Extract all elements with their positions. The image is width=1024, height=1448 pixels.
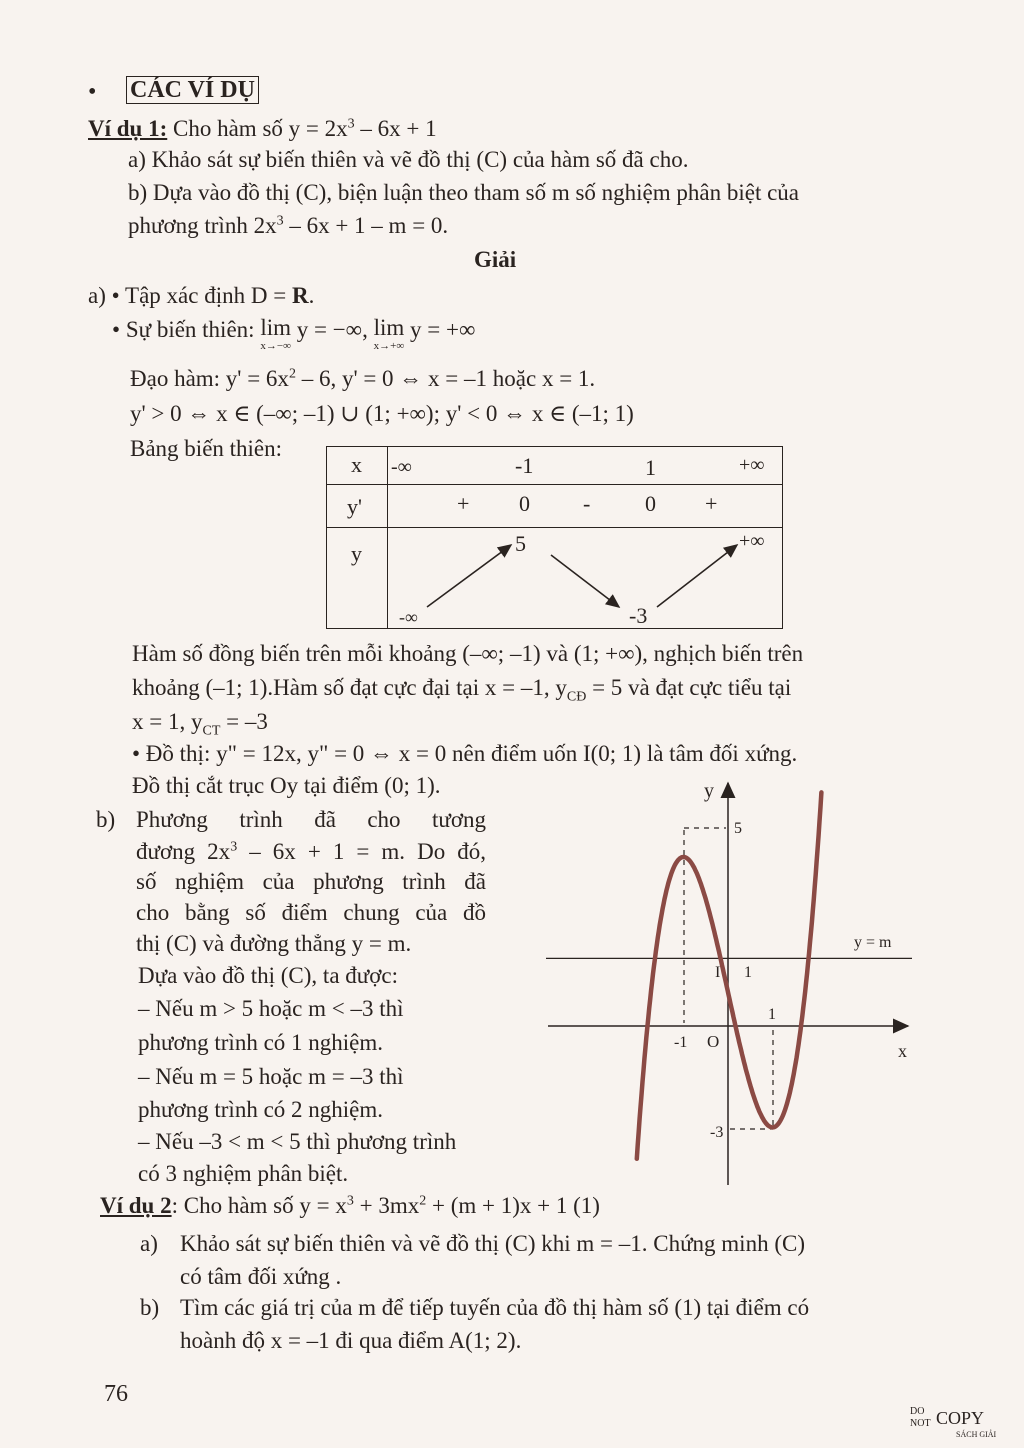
vt-y-neginf: -∞ bbox=[399, 607, 418, 627]
label-1-y: 1 bbox=[744, 964, 752, 981]
mono3-tail: = –3 bbox=[220, 709, 268, 734]
vt-y-posinf: +∞ bbox=[739, 530, 765, 552]
label-neg3: -3 bbox=[710, 1124, 724, 1141]
ex2-intro-e2: 2 bbox=[419, 1193, 427, 1209]
page-number: 76 bbox=[104, 1381, 128, 1407]
sol-deriv-exp: 2 bbox=[288, 366, 296, 382]
mono-line2 bbox=[132, 674, 792, 705]
graph-desc-line: • Đồ thị: y" = 12x, y" = 0 ⇔ x = 0 nên điểm uốn I(0; 1) là tâm đối xứng. bbox=[132, 741, 798, 766]
vt-row-yp: y' bbox=[347, 494, 362, 519]
lim-1-sub: x→−∞ bbox=[260, 340, 291, 352]
label-5: 5 bbox=[734, 820, 742, 837]
ex1-intro-tail: – 6x + 1 bbox=[354, 116, 437, 141]
lim-2-word: lim bbox=[373, 315, 405, 340]
sol-b-line10: phương trình có 2 nghiệm. bbox=[138, 1097, 384, 1122]
ex2-b-line2: hoành độ x = –1 đi qua điểm A(1; 2). bbox=[180, 1328, 522, 1353]
vt-arrow-down bbox=[551, 555, 619, 607]
label-I: I bbox=[715, 964, 721, 981]
sol-b-line3: số nghiệm của phương trình đã bbox=[136, 869, 486, 894]
sol-b2-pre: đương 2x bbox=[136, 839, 231, 864]
sol-b2-exp: 3 bbox=[230, 839, 238, 855]
wm-not: NOT bbox=[910, 1418, 931, 1429]
ex1-part-a: a) Khảo sát sự biến thiên và vẽ đồ thị (C) của hàm số đã cho. bbox=[128, 147, 689, 172]
ex2-intro-e1: 3 bbox=[346, 1193, 354, 1209]
label-y-axis: y bbox=[704, 780, 714, 802]
ex2-intro-pre: : Cho hàm số y = x bbox=[171, 1193, 347, 1218]
ex1-part-b-line1: b) Dựa vào đồ thị (C), biện luận theo tham số m số nghiệm phân biệt của bbox=[128, 180, 800, 205]
sol-a-label: a) bbox=[88, 283, 106, 308]
sol-domain-set: R bbox=[291, 283, 309, 308]
vt-yp-zero-2: 0 bbox=[645, 491, 656, 516]
sol-sbt-label: Sự biến thiên: bbox=[125, 317, 261, 342]
ex2-intro-mid: + 3mx bbox=[353, 1193, 420, 1218]
lim-1-word: lim bbox=[260, 315, 291, 340]
lim-1 bbox=[260, 316, 291, 352]
label-x-axis: x bbox=[898, 1041, 907, 1061]
vt-y-min: -3 bbox=[629, 603, 648, 628]
watermark-logo bbox=[908, 1400, 1008, 1440]
vt-row-x: x bbox=[351, 452, 362, 477]
vt-row-y: y bbox=[351, 541, 362, 566]
solution-heading: Giải bbox=[474, 247, 517, 272]
sol-deriv-tail: – 6, y' = 0 ⇔ x = –1 hoặc x = 1. bbox=[295, 366, 596, 391]
lim-2-sub: x→+∞ bbox=[373, 340, 405, 352]
lim-2-val: y = +∞ bbox=[404, 317, 476, 342]
sol-b2-tail: – 6x + 1 = m. Do đó, bbox=[237, 839, 486, 864]
sol-b-line9: – Nếu m = 5 hoặc m = –3 thì bbox=[138, 1064, 404, 1089]
sol-b-line2 bbox=[136, 838, 486, 866]
ex1-intro-exp: 3 bbox=[347, 116, 355, 132]
vt-arrows bbox=[327, 447, 784, 630]
sol-sign: y' > 0 ⇔ x ∈ (–∞; –1) ∪ (1; +∞); y' < 0 ⇔ x ∈ (–1; 1) bbox=[130, 401, 634, 426]
vt-x-neginf: -∞ bbox=[391, 456, 412, 478]
sol-b-line11: – Nếu –3 < m < 5 thì phương trình bbox=[138, 1129, 457, 1154]
vt-x-posinf: +∞ bbox=[739, 454, 765, 476]
sol-b-line12: có 3 nghiệm phân biệt. bbox=[138, 1161, 349, 1186]
vt-y-max: 5 bbox=[515, 531, 526, 556]
section-title-text: CÁC VÍ DỤ bbox=[126, 76, 259, 104]
ex1-intro: Cho hàm số y = 2x bbox=[167, 116, 348, 141]
sol-bullet-2: • bbox=[112, 317, 121, 342]
lim-2 bbox=[374, 316, 405, 352]
mono2-pre: khoảng (–1; 1).Hàm số đạt cực đại tại x = –1, y bbox=[132, 675, 567, 700]
sol-b-line7: – Nếu m > 5 hoặc m < –3 thì bbox=[138, 996, 404, 1021]
vt-x-neg1: -1 bbox=[515, 453, 534, 478]
sol-b-line1: Phương trình đã cho tương bbox=[136, 807, 486, 832]
ex2-b-label: b) bbox=[140, 1295, 160, 1320]
sol-deriv-pre: Đạo hàm: y' = 6x bbox=[130, 366, 289, 391]
vt-arrow-up-1 bbox=[427, 545, 511, 607]
ex1-part-b-line2 bbox=[128, 212, 448, 240]
wm-copy: COPY bbox=[936, 1408, 985, 1428]
ex1-label: Ví dụ 1: bbox=[88, 116, 168, 141]
vt-yp-minus: - bbox=[583, 491, 591, 516]
ex2-a-label: a) bbox=[140, 1231, 158, 1256]
ex1-statement bbox=[88, 115, 437, 143]
ex1-b2-exp: 3 bbox=[276, 213, 284, 229]
ex2-statement bbox=[100, 1192, 600, 1220]
cubic-curve bbox=[637, 792, 822, 1158]
vt-yp-zero-1: 0 bbox=[519, 491, 530, 516]
ex1-b2-tail: – 6x + 1 – m = 0. bbox=[283, 213, 449, 238]
mono2-mid: = 5 và đạt cực tiểu tại bbox=[586, 675, 792, 700]
section-bullet: • bbox=[88, 79, 97, 105]
variation-table bbox=[326, 446, 783, 629]
wm-do: DO bbox=[910, 1406, 925, 1417]
sol-b-line8: phương trình có 1 nghiệm. bbox=[138, 1030, 384, 1055]
sol-bullet: • bbox=[111, 283, 120, 308]
ex1-b2-pre: phương trình 2x bbox=[128, 213, 277, 238]
sol-b-label: b) bbox=[96, 807, 116, 832]
mono2-sub: CĐ bbox=[566, 689, 587, 705]
sol-derivative bbox=[130, 365, 595, 393]
sol-b-line6: Dựa vào đồ thị (C), ta được: bbox=[138, 963, 399, 988]
ex2-a-line1: Khảo sát sự biến thiên và vẽ đồ thị (C) khi m = –1. Chứng minh (C) bbox=[180, 1231, 805, 1256]
ex2-intro-tail: + (m + 1)x + 1 (1) bbox=[426, 1193, 600, 1218]
sol-b-line5: thị (C) và đường thẳng y = m. bbox=[136, 931, 412, 956]
sol-domain-pre: Tập xác định D = bbox=[125, 283, 292, 308]
sol-b-line4: cho bằng số điểm chung của đồ bbox=[136, 900, 486, 925]
vt-yp-plus-2: + bbox=[705, 491, 718, 516]
label-neg1: -1 bbox=[674, 1034, 688, 1051]
sol-variation-limits bbox=[112, 316, 475, 352]
label-1-x: 1 bbox=[768, 1006, 776, 1023]
mono3-pre: x = 1, y bbox=[132, 709, 203, 734]
function-graph bbox=[540, 775, 920, 1190]
ex2-b-line1: Tìm các giá trị của m để tiếp tuyến của đồ thị hàm số (1) tại điểm có bbox=[180, 1295, 810, 1320]
sol-a-domain bbox=[88, 282, 314, 310]
label-origin: O bbox=[707, 1032, 720, 1051]
sol-table-label: Bảng biến thiên: bbox=[130, 436, 283, 461]
label-y-equals-m: y = m bbox=[854, 934, 892, 951]
lim-1-val: y = −∞, bbox=[290, 317, 374, 342]
vt-yp-plus-1: + bbox=[457, 491, 470, 516]
mono3-sub: CT bbox=[202, 723, 221, 739]
vt-x-1: 1 bbox=[645, 455, 656, 480]
mono-line3 bbox=[132, 708, 268, 739]
section-title bbox=[126, 76, 259, 105]
sol-domain-end: . bbox=[308, 283, 315, 308]
mono-line1: Hàm số đồng biến trên mỗi khoảng (–∞; –1) và (1; +∞), nghịch biến trên bbox=[132, 641, 804, 666]
oy-intercept-line: Đồ thị cắt trục Oy tại điểm (0; 1). bbox=[132, 773, 441, 798]
ex2-label: Ví dụ 2 bbox=[100, 1193, 172, 1218]
ex2-a-line2: có tâm đối xứng . bbox=[180, 1264, 342, 1289]
vt-arrow-up-2 bbox=[657, 545, 737, 607]
wm-brand: SÁCH GIẢI bbox=[956, 1430, 997, 1439]
